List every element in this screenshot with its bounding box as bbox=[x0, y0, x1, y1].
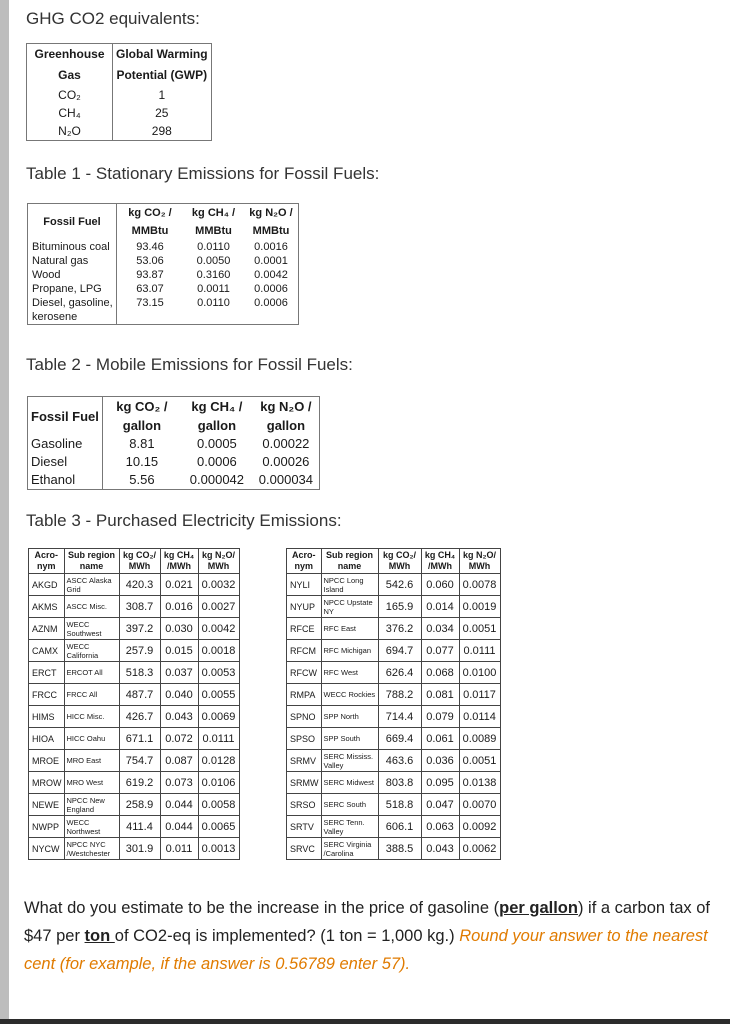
question-text: What do you estimate to be the increase in the price of gasoline (per gallon) if a carbon tax of $47 per ton of CO2-eq is implemented? (1 ton = 1,000 kg.) Round your answer to the nearest cent (for example, if the answer is 0.56789 enter 57). bbox=[24, 899, 711, 973]
table-row: RFCE RFC East 376.2 0.034 0.0051 bbox=[287, 618, 501, 640]
table3-title: Table 3 - Purchased Electricity Emissions: bbox=[26, 511, 342, 530]
table-row: Ethanol 5.56 0.000042 0.000034 bbox=[28, 471, 320, 490]
gwp-row: CO₂ 1 bbox=[27, 86, 212, 104]
table2-title: Table 2 - Mobile Emissions for Fossil Fuels: bbox=[26, 355, 353, 374]
table-row: NEWE NPCC New England 258.9 0.044 0.0058 bbox=[29, 794, 240, 816]
table3-right: Acro- nym Sub region name kg CO₂/ MWh kg CH₄ /MWh kg N₂O/ MWh NYLI NPCC Long Island 542.6 0.060 0.0078 NYUP NPCC Upstate NY 165.9 0.014 0.0019 RFCE RFC East 376.2 0.034 0.0051 RFCM RFC Michigan 694.7 0.077 0.0111 RFCW RFC West 626.4 0.068 0.0100 RMPA WECC Rockies 788.2 0.081 0.0117 SPNO SPP North 714.4 0.079 0.0114 SPSO SPP South 669.4 0.061 0.0089 SRMV SERC Mississ. Valley 463.6 0.036 0.0051 SRMW SERC Midwest 803.8 0.095 0.0138 SRSO SERC South 518.8 0.047 0.0070 SRTV SERC Tenn. Valley 606.1 0.063 0.0092 SRVC SERC Virginia /Carolina 388.5 0.043 0.0062 bbox=[286, 548, 501, 860]
gwp-row: CH₄ 25 bbox=[27, 104, 212, 122]
gwp-header-gas: Greenhouse bbox=[27, 44, 113, 66]
table-row: SPSO SPP South 669.4 0.061 0.0089 bbox=[287, 728, 501, 750]
left-border bbox=[0, 0, 9, 1024]
table-row: SRMV SERC Mississ. Valley 463.6 0.036 0.0051 bbox=[287, 750, 501, 772]
table-row: Gasoline 8.81 0.0005 0.00022 bbox=[28, 435, 320, 453]
table-row: AKGD ASCC Alaska Grid 420.3 0.021 0.0032 bbox=[29, 574, 240, 596]
table1: Fossil Fuel kg CO₂ / kg CH₄ / kg N₂O / MMBtu MMBtu MMBtu Bituminous coal 93.46 0.0110 0.0016 Natural gas 53.06 0.0050 0.0001 Wood 93.87 0.3160 0.0042 Propane, LPG 63.07 0.0011 0.0006 Diesel, gasoline, 73.15 0.0110 0.0006 kerosene bbox=[27, 203, 299, 325]
table-row: ERCT ERCOT All 518.3 0.037 0.0053 bbox=[29, 662, 240, 684]
bottom-bar bbox=[0, 1019, 730, 1024]
table-row: Diesel 10.15 0.0006 0.00026 bbox=[28, 453, 320, 471]
table-row: Natural gas 53.06 0.0050 0.0001 bbox=[28, 254, 299, 268]
table-row: NYLI NPCC Long Island 542.6 0.060 0.0078 bbox=[287, 574, 501, 596]
table-row: NWPP WECC Northwest 411.4 0.044 0.0065 bbox=[29, 816, 240, 838]
gwp-header-gwp: Global Warming bbox=[116, 47, 208, 61]
table-row: MROE MRO East 754.7 0.087 0.0128 bbox=[29, 750, 240, 772]
table-row: RFCM RFC Michigan 694.7 0.077 0.0111 bbox=[287, 640, 501, 662]
table-row: MROW MRO West 619.2 0.073 0.0106 bbox=[29, 772, 240, 794]
table-row: Propane, LPG 63.07 0.0011 0.0006 bbox=[28, 282, 299, 296]
table-row: RFCW RFC West 626.4 0.068 0.0100 bbox=[287, 662, 501, 684]
t2-header-fuel: Fossil Fuel bbox=[28, 397, 103, 436]
table-row: NYCW NPCC NYC /Westchester 301.9 0.011 0.0013 bbox=[29, 838, 240, 860]
table2: Fossil Fuel kg CO₂ / kg CH₄ / kg N₂O / gallon gallon gallon Gasoline 8.81 0.0005 0.00022 Diesel 10.15 0.0006 0.00026 Ethanol 5.56 0.000042 0.000034 bbox=[27, 396, 320, 490]
gwp-table: Greenhouse Global Warming Gas Potential (GWP) CO₂ 1 CH₄ 25 N₂O 298 bbox=[26, 43, 212, 141]
table-row: Wood 93.87 0.3160 0.0042 bbox=[28, 268, 299, 282]
table-row: SPNO SPP North 714.4 0.079 0.0114 bbox=[287, 706, 501, 728]
table-row: SRVC SERC Virginia /Carolina 388.5 0.043 0.0062 bbox=[287, 838, 501, 860]
table-row: Bituminous coal 93.46 0.0110 0.0016 bbox=[28, 240, 299, 254]
question-hint: Round your answer to the nearest cent (for example, if the answer is 0.56789 enter 57). bbox=[24, 927, 708, 973]
table-row: HIMS HICC Misc. 426.7 0.043 0.0069 bbox=[29, 706, 240, 728]
table-row: AZNM WECC Southwest 397.2 0.030 0.0042 bbox=[29, 618, 240, 640]
table-row: SRTV SERC Tenn. Valley 606.1 0.063 0.0092 bbox=[287, 816, 501, 838]
table-row: FRCC FRCC All 487.7 0.040 0.0055 bbox=[29, 684, 240, 706]
gwp-row: N₂O 298 bbox=[27, 122, 212, 141]
table-row: SRSO SERC South 518.8 0.047 0.0070 bbox=[287, 794, 501, 816]
table3-left: Acro- nym Sub region name kg CO₂/ MWh kg CH₄ /MWh kg N₂O/ MWh AKGD ASCC Alaska Grid 420.3 0.021 0.0032 AKMS ASCC Misc. 308.7 0.016 0.0027 AZNM WECC Southwest 397.2 0.030 0.0042 CAMX WECC California 257.9 0.015 0.0018 ERCT ERCOT All 518.3 0.037 0.0053 FRCC FRCC All 487.7 0.040 0.0055 HIMS HICC Misc. 426.7 0.043 0.0069 HIOA HICC Oahu 671.1 0.072 0.0111 MROE MRO East 754.7 0.087 0.0128 MROW MRO West 619.2 0.073 0.0106 NEWE NPCC New England 258.9 0.044 0.0058 NWPP WECC Northwest 411.4 0.044 0.0065 NYCW NPCC NYC /Westchester 301.9 0.011 0.0013 bbox=[28, 548, 240, 860]
table-row: SRMW SERC Midwest 803.8 0.095 0.0138 bbox=[287, 772, 501, 794]
table-row: kerosene bbox=[28, 310, 299, 325]
ghg-title: GHG CO2 equivalents: bbox=[26, 9, 200, 28]
t1-header-fuel: Fossil Fuel bbox=[28, 204, 117, 241]
table-row: RMPA WECC Rockies 788.2 0.081 0.0117 bbox=[287, 684, 501, 706]
table1-title: Table 1 - Stationary Emissions for Fossil Fuels: bbox=[26, 164, 380, 183]
table-row: HIOA HICC Oahu 671.1 0.072 0.0111 bbox=[29, 728, 240, 750]
table-row: AKMS ASCC Misc. 308.7 0.016 0.0027 bbox=[29, 596, 240, 618]
table-row: CAMX WECC California 257.9 0.015 0.0018 bbox=[29, 640, 240, 662]
table-row: NYUP NPCC Upstate NY 165.9 0.014 0.0019 bbox=[287, 596, 501, 618]
table-row: Diesel, gasoline, 73.15 0.0110 0.0006 bbox=[28, 296, 299, 310]
